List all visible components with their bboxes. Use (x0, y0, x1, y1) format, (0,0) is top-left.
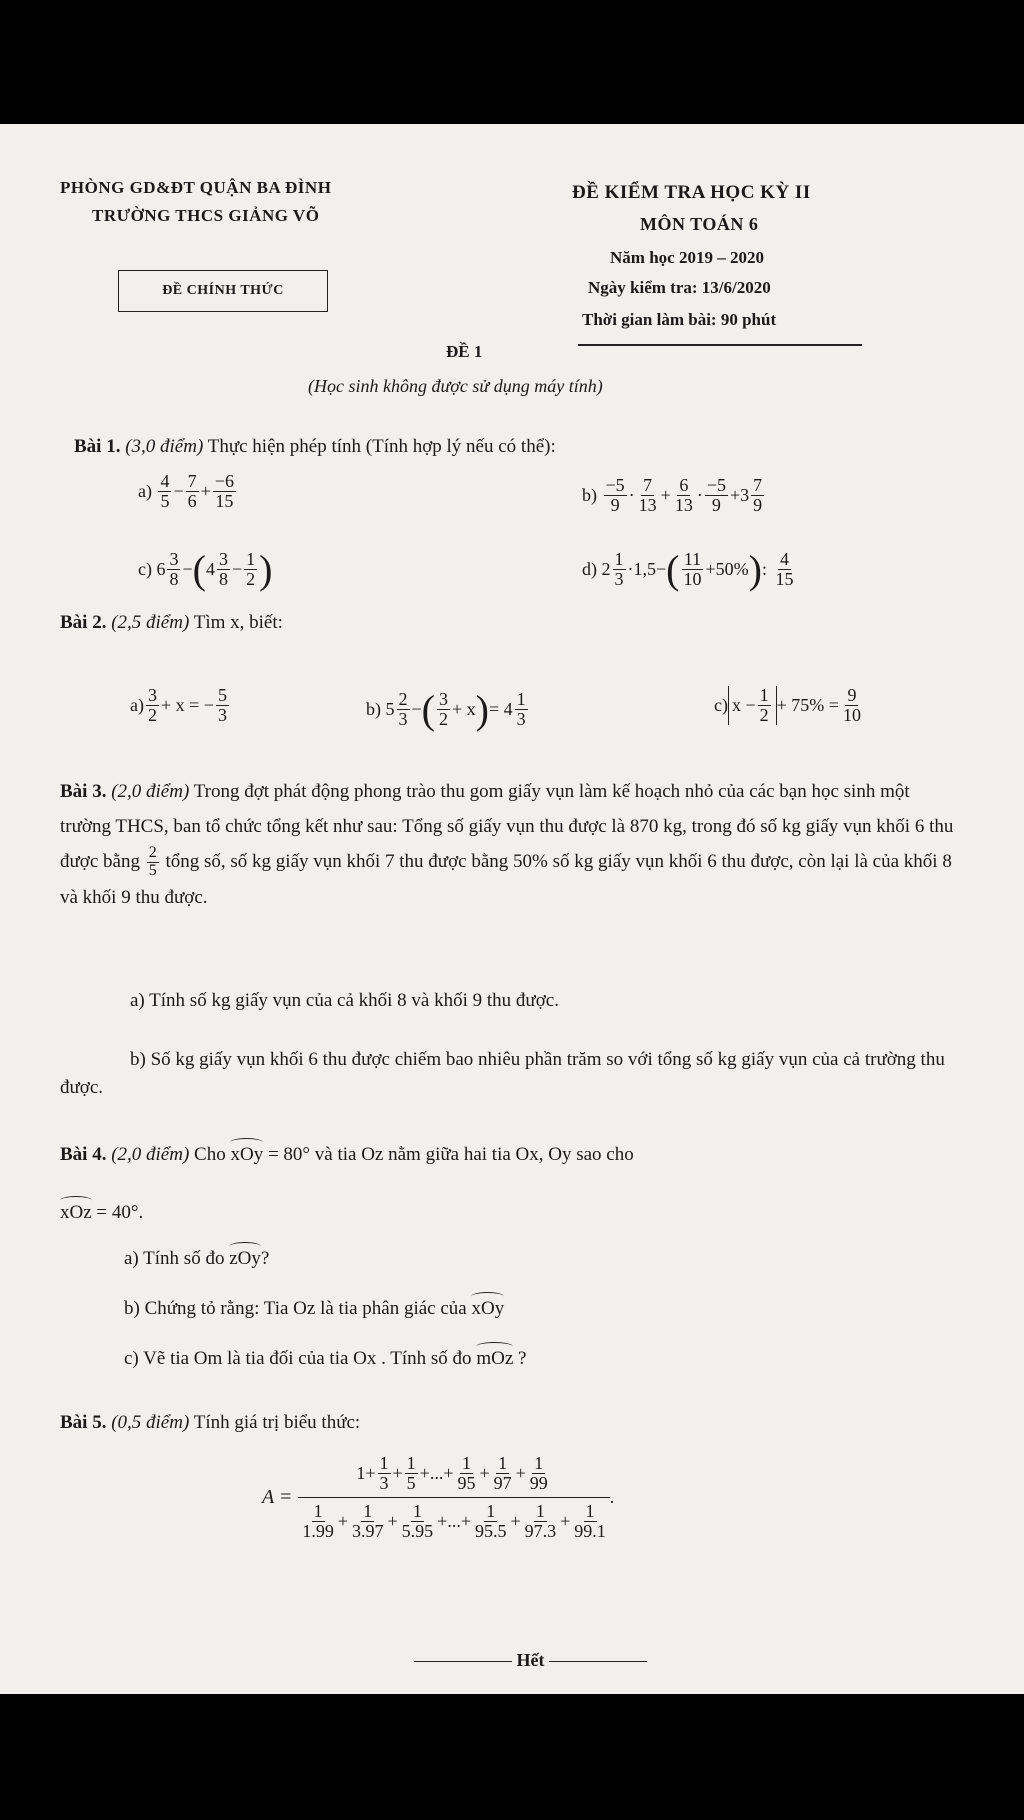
bai3-b: b) Số kg giấy vụn khối 6 thu được chiếm bao nhiêu phần trăm so với tổng số kg giấy vụn của cả trường thu được. (60, 1049, 945, 1098)
bai4-points: (2,0 điểm) (111, 1144, 190, 1165)
official-stamp-box (118, 270, 328, 312)
exam-paper (0, 124, 1024, 1694)
department-name: PHÒNG GD&ĐT QUẬN BA ĐÌNH (60, 178, 332, 197)
bai1-d: d) 2 $\frac{1}{3}$ ·1,5− ( $\frac{11}{10}$ +50% ) : $\frac{4}{15}$ (582, 547, 794, 592)
bai3-a: a) Tính số kg giấy vụn của cả khối 8 và khối 9 thu được. (130, 990, 559, 1011)
exam-date: Ngày kiểm tra: 13/6/2020 (588, 278, 771, 297)
bai3-points: (2,0 điểm) (111, 781, 190, 802)
bai4-given-value: = 40°. (96, 1202, 144, 1223)
calculator-note: (Học sinh không được sử dụng máy tính) (308, 376, 603, 396)
bai1-c: c) 6 $\frac{3}{8}$ − ( 4 $\frac{3}{8}$ − $\frac{1}{2}$ ) (138, 547, 273, 592)
bai1-points: (3,0 điểm) (125, 436, 204, 457)
angle-xoy: xOy (230, 1144, 264, 1165)
bai5-heading (60, 1412, 360, 1434)
bai3-label: Bài 3. (60, 781, 107, 802)
bai2-label: Bài 2. (60, 612, 107, 633)
end-marker (414, 1650, 647, 1671)
exam-title: ĐỀ KIỂM TRA HỌC KỲ II (572, 182, 811, 203)
dash-left (414, 1661, 512, 1662)
bai4-b-text: b) Chứng tỏ rằng: Tia Oz là tia phân giác của (124, 1298, 467, 1319)
angle-moz: mOz (476, 1348, 514, 1369)
angle-zoy: zOy (229, 1248, 261, 1269)
bai4-c (124, 1348, 526, 1370)
subject-name: MÔN TOÁN 6 (640, 214, 759, 234)
bai4-a-end: ? (260, 1248, 270, 1269)
official-label: ĐỀ CHÍNH THỨC (162, 283, 284, 298)
angle-xoz: xOz (60, 1202, 92, 1223)
school-year: Năm học 2019 – 2020 (610, 248, 764, 267)
bai5-label: Bài 5. (60, 1412, 107, 1433)
bai2-heading (60, 612, 283, 634)
bai1-b: b) $\frac{-5}{9}$ · $\frac{7}{13}$ + $\frac{6}{13}$ · $\frac{-5}{9}$ +3 $\frac{7}{9}$ (582, 475, 763, 515)
bai4-a (124, 1248, 269, 1270)
bai1-a: a) $\frac{4}{5}$ − $\frac{7}{6}$ + $\frac{-6}{15}$ (138, 471, 234, 511)
bai4-c-text: c) Vẽ tia Om là tia đối của tia Ox . Tính số đo (124, 1348, 472, 1369)
bai4-given (60, 1202, 143, 1224)
bai2-a: a) $\frac{3}{2}$ + x = − $\frac{5}{3}$ (130, 685, 227, 725)
bai4-heading (60, 1144, 634, 1166)
bai5-instruction: Tính giá trị biểu thức: (193, 1412, 361, 1433)
bai4-intro-a: Cho (194, 1144, 226, 1165)
angle-xoy-2: xOy (471, 1298, 505, 1319)
dash-right (549, 1661, 647, 1662)
bai2-b: b) 5 $\frac{2}{3}$ − ( $\frac{3}{2}$ + x ) = 4 $\frac{1}{3}$ (366, 687, 526, 732)
bai1-label: Bài 1. (74, 436, 121, 457)
exam-code: ĐỀ 1 (446, 342, 483, 361)
bai5-points: (0,5 điểm) (111, 1412, 190, 1433)
bai3-text-part1: Trong đợt phát động phong trào thu gom giấy vụn làm kế hoạch nhỏ của các bạn học sinh một trường THCS, ban tổ chức tổng kết như sau: Tổng số giấy vụn thu được là 870 kg, trong đó số kg giấy vụn khối 6 thu được bằng (60, 781, 954, 872)
bai4-label: Bài 4. (60, 1144, 107, 1165)
bai4-c-end: ? (518, 1348, 527, 1369)
end-label: Hết (516, 1650, 545, 1670)
exam-duration: Thời gian làm bài: 90 phút (582, 310, 777, 329)
bai1-instruction: Thực hiện phép tính (Tính hợp lý nếu có thể): (207, 436, 556, 457)
bai4-intro-b: = 80° và tia Oz nằm giữa hai tia Ox, Oy sao cho (267, 1144, 634, 1165)
header-rule (578, 344, 862, 346)
bai4-b (124, 1298, 504, 1320)
bai2-instruction: Tìm x, biết: (193, 612, 283, 633)
school-name: TRƯỜNG THCS GIẢNG VÕ (92, 206, 320, 225)
bai4-a-text: a) Tính số đo (124, 1248, 225, 1269)
bai3-text-part2: tổng số, số kg giấy vụn khối 7 thu được bằng 50% số kg giấy vụn khối 6 thu được, còn lại là của khối 8 và khối 9 thu được. (60, 851, 952, 908)
bai5-expression: A = 1+ $\frac{1}{3}$ + $\frac{1}{5}$ +...+ $\frac{1}{95}$ + $\frac{1}{97}$ + $\frac{1}{99}$ $\frac{1}{1.99}$ + $\frac{1}{3.97}$ + $\frac{1}{5.95}$ +...+ $\frac{1}{95.5}$ + $\frac{1}{97.3}$ + $\frac{1}{99.1}$ . (262, 1453, 615, 1541)
bai2-points: (2,5 điểm) (111, 612, 190, 633)
bai1-heading (74, 436, 556, 458)
bai3-paragraph (60, 774, 960, 915)
bai2-c: c) x − $\frac{1}{2}$ + 75% = $\frac{9}{10}$ (714, 685, 861, 725)
fraction-two-fifths: $\frac{2}{5}$ (148, 844, 157, 880)
